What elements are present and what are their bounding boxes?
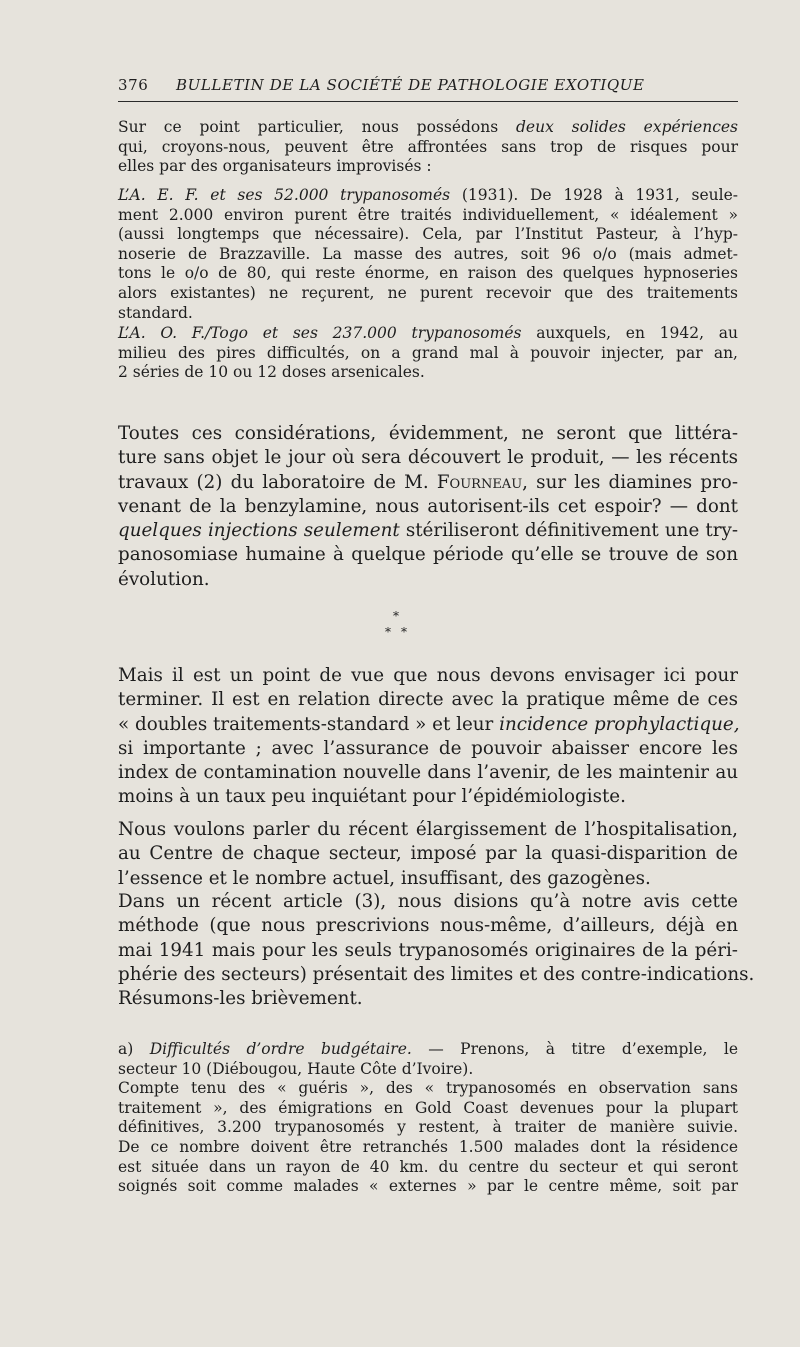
text-line: standard. (118, 303, 193, 322)
text-line: définitives, 3.200 trypanosomés y restent, à traiter de manière suivie. (118, 1118, 738, 1137)
text-line: elles par des organisateurs improvisés : (118, 157, 432, 176)
afe-paragraph (118, 186, 738, 323)
italic-segment: incidence prophylactique, (499, 713, 740, 735)
text-segment: — Prenons, à titre d’exemple, le (411, 1040, 739, 1058)
text-line (118, 713, 738, 737)
text-segment: stériliseront définitivement une try- (399, 520, 738, 542)
italic-segment: L’A. O. F./Togo et ses 237.000 trypanosomés (118, 324, 522, 342)
text-line: panosomiase humaine à quelque période qu’elle se trouve de son (118, 544, 738, 566)
text-line: ment 2.000 environ purent être traités individuellement, « idéalement » (118, 205, 738, 224)
text-segment: « doubles traitements-standard » et leur (118, 713, 500, 735)
text-segment: , sur les diamines pro- (522, 471, 738, 493)
text-line (118, 324, 738, 344)
dans-paragraph (118, 890, 755, 1011)
text-segment: (1931). De 1928 à 1931, seule- (450, 186, 738, 204)
text-line (118, 1040, 738, 1060)
text-line: tons le o/o de 80, qui reste énorme, en raison des quelques hypnoseries (118, 264, 738, 283)
author-name: Fourneau (436, 471, 523, 493)
text-line: si importante ; avec l’assurance de pouvoir abaisser encore les (118, 737, 738, 759)
text-line: phérie des secteurs) présentait des limites et des contre-indications. (118, 963, 755, 985)
nous-paragraph (118, 818, 738, 891)
text-line: ture sans objet le jour où sera découvert le produit, — les récents (118, 447, 738, 469)
text-line: 2 séries de 10 ou 12 doses arsenicales. (118, 363, 425, 382)
section-separator (380, 609, 420, 649)
text-line: qui, croyons-nous, peuvent être affrontées sans trop de risques pour (118, 137, 738, 156)
text-line: (aussi longtemps que nécessaire). Cela, par l’Institut Pasteur, à l’hyp- (118, 225, 738, 244)
text-line: secteur 10 (Diébougou, Haute Côte d’Ivoire). (118, 1059, 474, 1078)
text-line: Résumons-les brièvement. (118, 988, 363, 1010)
text-line: Nous voulons parler du récent élargissement de l’hospitalisation, (118, 819, 738, 840)
journal-title: BULLETIN DE LA SOCIÉTÉ DE PATHOLOGIE EXOTIQUE (176, 76, 645, 94)
text-line: De ce nombre doivent être retranchés 1.500 malades dont la résidence (118, 1137, 738, 1156)
aof-paragraph (118, 324, 738, 383)
text-segment: auxquels, en 1942, au (521, 324, 738, 342)
text-line: mai 1941 mais pour les seuls trypanosomés originaires de la péri- (118, 939, 738, 961)
text-line: soignés soit comme malades « externes » par le centre même, soit par (118, 1177, 738, 1196)
text-line: traitement », des émigrations en Gold Coast devenues pour la plupart (118, 1098, 738, 1117)
text-line: évolution. (118, 568, 210, 590)
text-segment: a) (118, 1040, 150, 1058)
text-line: Compte tenu des « guéris », des « trypanosomés en observation sans (118, 1079, 738, 1098)
italic-segment: deux solides expériences (516, 118, 739, 136)
text-line (118, 519, 738, 543)
text-line (118, 118, 738, 138)
star-icon: * (385, 625, 391, 639)
page-number: 376 (118, 76, 149, 94)
text-segment: Sur ce point particulier, nous possédons (118, 118, 516, 136)
star-icon: * (393, 609, 399, 623)
toutes-paragraph (118, 422, 738, 592)
text-line: venant de la benzylamine, nous autorisent-ils cet espoir? — dont (118, 495, 738, 517)
text-line: l’essence et le nombre actuel, insuffisant, des gazogènes. (118, 867, 651, 889)
text-line: Dans un récent article (3), nous disions qu’à notre avis cette (118, 891, 738, 912)
text-line: Mais il est un point de vue que nous devons envisager ici pour (118, 665, 738, 686)
text-line (118, 186, 738, 206)
text-line: alors existantes) ne reçurent, ne purent recevoir que des traitements (118, 283, 738, 302)
budget-paragraph (118, 1040, 738, 1197)
text-line: terminer. Il est en relation directe avec la pratique même de ces (118, 689, 738, 711)
text-line: Toutes ces considérations, évidemment, ne seront que littéra- (118, 423, 738, 444)
text-line: méthode (que nous prescrivions nous-même, d’ailleurs, déjà en (118, 915, 738, 937)
italic-segment: Difficultés d’ordre budgétaire. (149, 1040, 412, 1058)
text-line: milieu des pires difficultés, on a grand mal à pouvoir injecter, par an, (118, 343, 738, 362)
text-line: moins à un taux peu inquiétant pour l’épidémiologiste. (118, 786, 626, 808)
text-line (118, 471, 738, 495)
italic-segment: quelques injections seulement (118, 520, 400, 542)
italic-segment: L’A. E. F. et ses 52.000 trypanosomés (118, 186, 451, 204)
text-line: noserie de Brazzaville. La masse des autres, soit 96 o/o (mais admet- (118, 244, 738, 263)
star-icon: * (401, 625, 407, 639)
header-rule (118, 101, 738, 102)
running-header (118, 72, 738, 98)
text-segment: travaux (2) du laboratoire de M. (118, 471, 437, 493)
mais-paragraph (118, 664, 738, 810)
text-line: index de contamination nouvelle dans l’avenir, de les maintenir au (118, 762, 738, 784)
text-line: est située dans un rayon de 40 km. du centre du secteur et qui seront (118, 1157, 738, 1176)
intro-paragraph (118, 118, 738, 177)
text-line: au Centre de chaque secteur, imposé par la quasi-disparition de (118, 843, 738, 865)
